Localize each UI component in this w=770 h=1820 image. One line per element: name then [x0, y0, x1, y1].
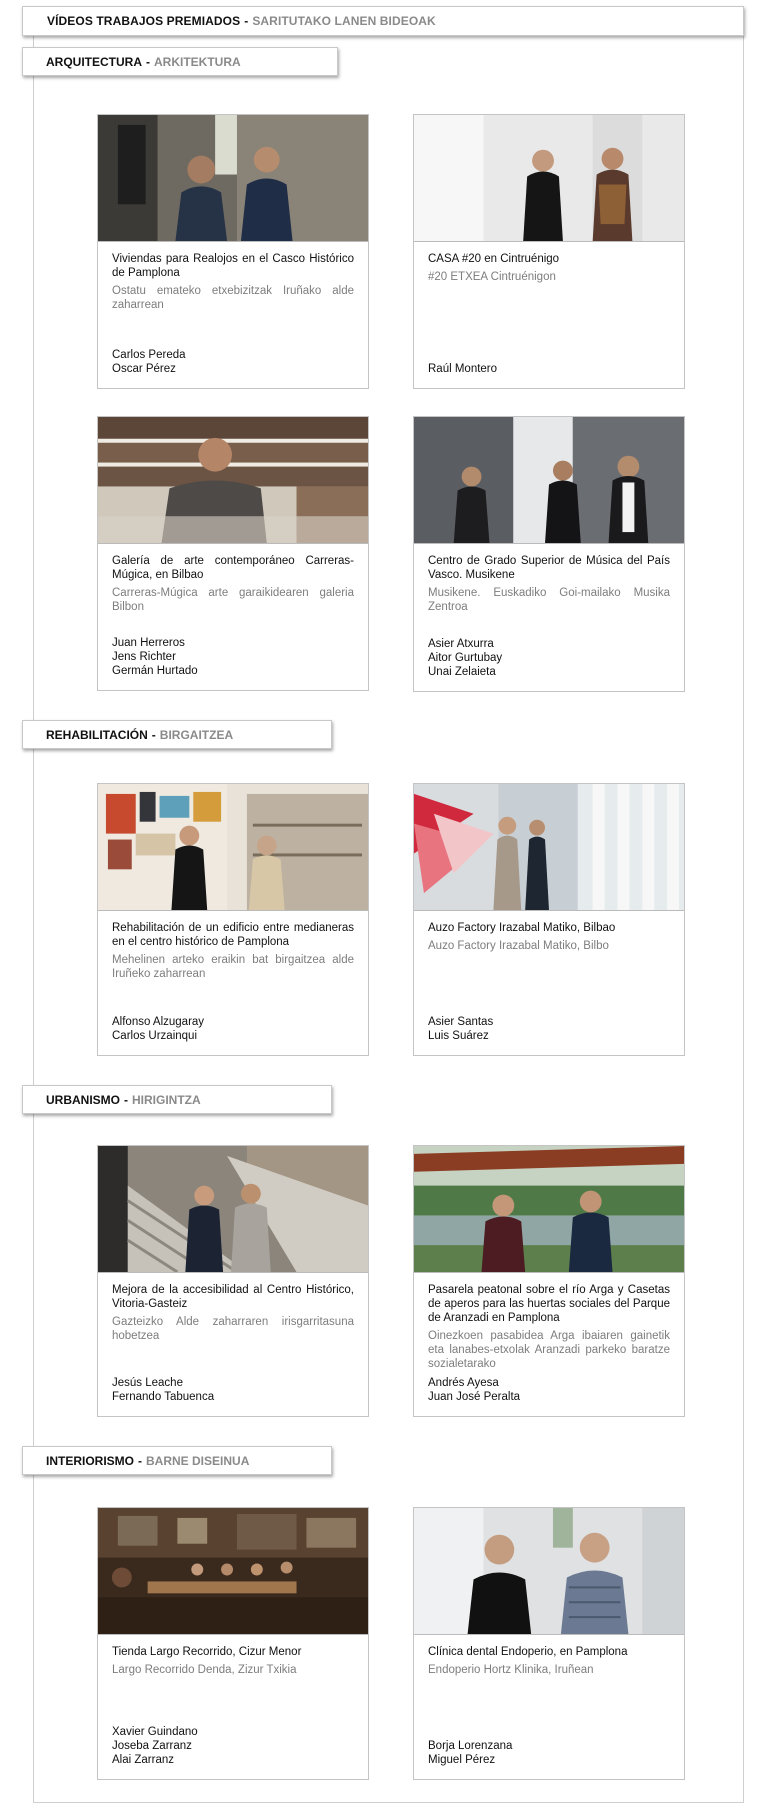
video-card-pasarela-arga[interactable] — [413, 1145, 685, 1417]
card-title: Rehabilitación de un edificio entre medianeras en el centro histórico de Pamplona — [112, 922, 354, 948]
author-name: Andrés Ayesa — [428, 1377, 499, 1389]
video-card-musikene[interactable] — [413, 416, 685, 692]
video-card-viviendas-realojos[interactable] — [97, 114, 369, 389]
video-thumbnail[interactable] — [98, 115, 368, 242]
video-card-galeria-carreras-mugica[interactable] — [97, 416, 369, 691]
video-thumbnail[interactable] — [98, 784, 368, 911]
card-authors — [112, 1015, 204, 1043]
card-authors — [112, 1376, 214, 1404]
video-thumbnail[interactable] — [98, 1146, 368, 1273]
card-title: Mejora de la accesibilidad al Centro Histórico, Vitoria-Gasteiz — [112, 1284, 354, 1310]
page-title-main: VÍDEOS TRABAJOS PREMIADOS — [47, 14, 241, 28]
video-thumbnail[interactable] — [414, 1146, 684, 1273]
video-thumbnail[interactable] — [414, 115, 684, 242]
section-subtitle: HIRIGINTZA — [132, 1092, 201, 1107]
author-name: Borja Lorenzana — [428, 1740, 513, 1752]
author-name: Aitor Gurtubay — [428, 652, 503, 664]
card-authors — [428, 1739, 512, 1767]
card-subtitle: Largo Recorrido Denda, Zizur Txikia — [112, 1664, 297, 1676]
card-title: Centro de Grado Superior de Música del País Vasco. Musikene — [428, 555, 670, 581]
author-name: Unai Zelaieta — [428, 666, 496, 678]
section-separator: - — [151, 727, 156, 742]
video-thumbnail[interactable] — [414, 417, 684, 544]
card-subtitle: Gazteizko Alde zaharraren irisgarritasuna hobetzea — [112, 1316, 354, 1342]
video-card-tienda-largo-recorrido[interactable] — [97, 1507, 369, 1780]
page-title — [22, 6, 744, 36]
author-name: Jesús Leache — [112, 1377, 183, 1389]
author-name: Miguel Pérez — [428, 1754, 496, 1766]
card-authors — [112, 348, 186, 376]
card-subtitle: Auzo Factory Irazabal Matiko, Bilbo — [428, 940, 609, 952]
card-subtitle: #20 ETXEA Cintruénigon — [428, 271, 556, 283]
video-card-rehabilitacion-medianeras[interactable] — [97, 783, 369, 1056]
section-header-rehabilitacion — [22, 720, 332, 749]
card-authors — [428, 637, 502, 679]
section-separator: - — [124, 1092, 128, 1107]
section-subtitle: BARNE DISEINUA — [146, 1453, 250, 1468]
card-authors — [112, 636, 198, 678]
card-title: Tienda Largo Recorrido, Cizur Menor — [112, 1646, 302, 1658]
author-name: Juan Herreros — [112, 637, 185, 649]
section-separator: - — [146, 54, 150, 69]
section-header-interiorismo — [22, 1446, 332, 1475]
author-name: Asier Santas — [428, 1016, 494, 1028]
card-subtitle: Oinezkoen pasabidea Arga ibaiaren gainetik eta lanabes-etxolak Aranzadi parkeko baratze sozialetarako — [428, 1330, 670, 1370]
author-name: Asier Atxurra — [428, 638, 494, 650]
author-name: Xavier Guindano — [112, 1726, 198, 1738]
card-subtitle: Ostatu emateko etxebizitzak Iruñako alde zaharrean — [112, 285, 354, 311]
section-header-urbanismo — [22, 1085, 332, 1114]
section-separator: - — [138, 1453, 143, 1468]
card-authors — [428, 1376, 520, 1404]
video-card-auzo-factory[interactable] — [413, 783, 685, 1056]
author-name: Alai Zarranz — [112, 1754, 174, 1766]
author-name: Jens Richter — [112, 651, 176, 663]
video-card-clinica-endoperio[interactable] — [413, 1507, 685, 1780]
video-card-accesibilidad-vitoria[interactable] — [97, 1145, 369, 1417]
section-title: ARQUITECTURA — [46, 54, 142, 69]
video-card-casa-20[interactable] — [413, 114, 685, 389]
section-header-arquitectura — [22, 47, 338, 76]
card-title: Galería de arte contemporáneo Carreras-Múgica, en Bilbao — [112, 555, 354, 581]
section-title: INTERIORISMO — [46, 1453, 135, 1468]
page-title-separator: - — [244, 14, 249, 28]
card-authors — [428, 362, 497, 376]
card-title: Viviendas para Realojos en el Casco Histórico de Pamplona — [112, 253, 354, 279]
card-authors — [112, 1725, 198, 1767]
card-subtitle: Musikene. Euskadiko Goi-mailako Musika Zentroa — [428, 587, 670, 613]
author-name: Juan José Peralta — [428, 1391, 521, 1403]
card-title: Clínica dental Endoperio, en Pamplona — [428, 1646, 628, 1658]
section-title: REHABILITACIÓN — [46, 727, 148, 742]
card-subtitle: Endoperio Hortz Klinika, Iruñean — [428, 1664, 594, 1676]
page-title-sub: SARITUTAKO LANEN BIDEOAK — [252, 14, 436, 28]
video-thumbnail[interactable] — [98, 417, 368, 544]
section-subtitle: BIRGAITZEA — [159, 727, 234, 742]
video-thumbnail[interactable] — [414, 1508, 684, 1635]
author-name: Carlos Pereda — [112, 349, 186, 361]
author-name: Joseba Zarranz — [112, 1740, 192, 1752]
card-title: CASA #20 en Cintruénigo — [428, 253, 560, 265]
video-thumbnail[interactable] — [414, 784, 684, 911]
author-name: Germán Hurtado — [112, 665, 198, 677]
card-title: Auzo Factory Irazabal Matiko, Bilbao — [428, 922, 616, 934]
author-name: Carlos Urzainqui — [112, 1030, 198, 1042]
section-subtitle: ARKITEKTURA — [154, 54, 241, 69]
card-title: Pasarela peatonal sobre el río Arga y Casetas de aperos para las huertas sociales del Parque de Aranzadi en Pamplona — [428, 1284, 670, 1324]
author-name: Raúl Montero — [428, 363, 498, 375]
author-name: Oscar Pérez — [112, 363, 176, 375]
card-authors — [428, 1015, 493, 1043]
card-subtitle: Mehelinen arteko eraikin bat birgaitzea alde Iruñeko zaharrean — [112, 954, 354, 980]
video-thumbnail[interactable] — [98, 1508, 368, 1635]
section-title: URBANISMO — [46, 1092, 120, 1107]
author-name: Fernando Tabuenca — [112, 1391, 215, 1403]
author-name: Alfonso Alzugaray — [112, 1016, 205, 1028]
card-subtitle: Carreras-Múgica arte garaikidearen galeria Bilbon — [112, 587, 354, 613]
author-name: Luis Suárez — [428, 1030, 489, 1042]
